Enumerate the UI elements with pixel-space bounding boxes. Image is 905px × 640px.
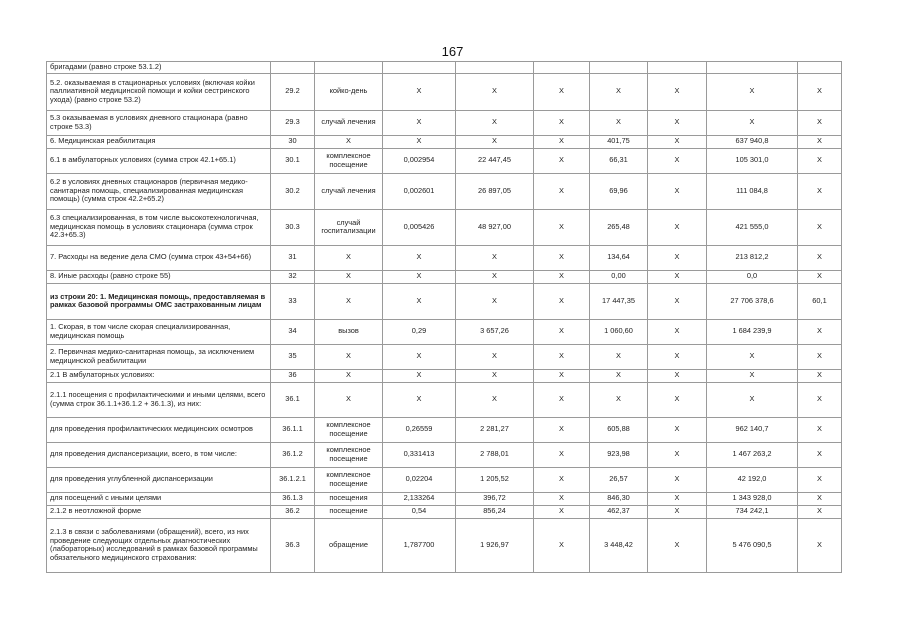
- budget-per-capita-cell: X: [534, 270, 590, 283]
- line-number-cell: 34: [271, 319, 315, 344]
- line-number-cell: 30.2: [271, 173, 315, 209]
- oms-total-cell: X: [707, 73, 798, 110]
- volume-norm-cell: 0,26559: [383, 417, 456, 442]
- line-number-cell: 29.3: [271, 110, 315, 135]
- budget-total-cell: X: [648, 344, 707, 369]
- budget-total-cell: X: [648, 209, 707, 245]
- oms-per-capita-cell: 17 447,35: [590, 283, 648, 319]
- volume-norm-cell: X: [383, 382, 456, 417]
- oms-total-cell: X: [707, 110, 798, 135]
- row-name-cell: 5.2. оказываемая в стационарных условиях (включая койки паллиативной медицинской помощи и койки сестринского ухода) (равно строке 53.2): [47, 73, 271, 110]
- row-name-cell: для проведения диспансеризации, всего, в том числе:: [47, 442, 271, 467]
- oms-total-cell: X: [707, 344, 798, 369]
- percent-cell: X: [798, 492, 842, 505]
- percent-cell: X: [798, 417, 842, 442]
- unit-cell: койко-день: [315, 73, 383, 110]
- line-number-cell: 36.1: [271, 382, 315, 417]
- percent-cell: X: [798, 518, 842, 572]
- volume-norm-cell: 0,54: [383, 505, 456, 518]
- line-number-cell: 33: [271, 283, 315, 319]
- oms-total-cell: 1 684 239,9: [707, 319, 798, 344]
- oms-total-cell: [707, 62, 798, 74]
- oms-total-cell: X: [707, 382, 798, 417]
- percent-cell: X: [798, 110, 842, 135]
- row-name-cell: для посещений с иными целями: [47, 492, 271, 505]
- row-name-cell: для проведения профилактических медицинских осмотров: [47, 417, 271, 442]
- budget-per-capita-cell: X: [534, 173, 590, 209]
- row-name-cell: бригадами (равно строке 53.1.2): [47, 62, 271, 74]
- table-row: [47, 270, 842, 283]
- budget-total-cell: X: [648, 492, 707, 505]
- budget-total-cell: X: [648, 382, 707, 417]
- oms-per-capita-cell: 134,64: [590, 245, 648, 270]
- budget-total-cell: X: [648, 135, 707, 148]
- table-row: [47, 369, 842, 382]
- table-row: [47, 110, 842, 135]
- table-row: [47, 245, 842, 270]
- volume-norm-cell: 0,002601: [383, 173, 456, 209]
- row-name-cell: 2.1 В амбулаторных условиях:: [47, 369, 271, 382]
- table-row: [47, 73, 842, 110]
- volume-norm-cell: 0,02204: [383, 467, 456, 492]
- oms-per-capita-cell: X: [590, 382, 648, 417]
- budget-per-capita-cell: X: [534, 505, 590, 518]
- budget-per-capita-cell: X: [534, 382, 590, 417]
- budget-total-cell: X: [648, 518, 707, 572]
- oms-per-capita-cell: 0,00: [590, 270, 648, 283]
- line-number-cell: 30: [271, 135, 315, 148]
- budget-per-capita-cell: X: [534, 518, 590, 572]
- volume-norm-cell: X: [383, 73, 456, 110]
- table-row: [47, 382, 842, 417]
- oms-per-capita-cell: 605,88: [590, 417, 648, 442]
- row-name-cell: 2. Первичная медико-санитарная помощь, за исключением медицинской реабилитации: [47, 344, 271, 369]
- line-number-cell: 30.3: [271, 209, 315, 245]
- oms-total-cell: 637 940,8: [707, 135, 798, 148]
- volume-norm-cell: 0,29: [383, 319, 456, 344]
- oms-per-capita-cell: X: [590, 369, 648, 382]
- budget-per-capita-cell: X: [534, 245, 590, 270]
- volume-norm-cell: X: [383, 283, 456, 319]
- row-name-cell: 6.2 в условиях дневных стационаров (первичная медико-санитарная помощь, специализированная медицинская помощь) (сумма строк 42.2+65.2): [47, 173, 271, 209]
- volume-norm-cell: X: [383, 270, 456, 283]
- cost-norm-cell: X: [456, 135, 534, 148]
- budget-total-cell: [648, 62, 707, 74]
- cost-norm-cell: 26 897,05: [456, 173, 534, 209]
- oms-per-capita-cell: 401,75: [590, 135, 648, 148]
- unit-cell: случай лечения: [315, 110, 383, 135]
- percent-cell: X: [798, 245, 842, 270]
- budget-total-cell: X: [648, 319, 707, 344]
- percent-cell: X: [798, 173, 842, 209]
- line-number-cell: 36: [271, 369, 315, 382]
- unit-cell: случай госпитализации: [315, 209, 383, 245]
- oms-per-capita-cell: 1 060,60: [590, 319, 648, 344]
- oms-total-cell: 111 084,8: [707, 173, 798, 209]
- percent-cell: [798, 62, 842, 74]
- unit-cell: X: [315, 270, 383, 283]
- budget-per-capita-cell: X: [534, 135, 590, 148]
- row-name-cell: 6.1 в амбулаторных условиях (сумма строк 42.1+65.1): [47, 148, 271, 173]
- table-row: [47, 62, 842, 74]
- table-row: [47, 505, 842, 518]
- oms-total-cell: 1 343 928,0: [707, 492, 798, 505]
- row-name-cell: 6. Медицинская реабилитация: [47, 135, 271, 148]
- oms-total-cell: 1 467 263,2: [707, 442, 798, 467]
- line-number-cell: 31: [271, 245, 315, 270]
- row-name-cell: 5.3 оказываемая в условиях дневного стационара (равно строке 53.3): [47, 110, 271, 135]
- budget-per-capita-cell: X: [534, 467, 590, 492]
- line-number-cell: 35: [271, 344, 315, 369]
- row-name-cell: из строки 20: 1. Медицинская помощь, предоставляемая в рамках базовой программы ОМС застрахованным лицам: [47, 283, 271, 319]
- unit-cell: комплексное посещение: [315, 442, 383, 467]
- oms-per-capita-cell: 923,98: [590, 442, 648, 467]
- volume-norm-cell: X: [383, 135, 456, 148]
- volume-norm-cell: 1,787700: [383, 518, 456, 572]
- percent-cell: X: [798, 442, 842, 467]
- table-row: [47, 135, 842, 148]
- unit-cell: комплексное посещение: [315, 417, 383, 442]
- table-row: [47, 209, 842, 245]
- budget-per-capita-cell: X: [534, 110, 590, 135]
- cost-norm-cell: 1 205,52: [456, 467, 534, 492]
- unit-cell: X: [315, 344, 383, 369]
- cost-norm-cell: 22 447,45: [456, 148, 534, 173]
- oms-total-cell: X: [707, 369, 798, 382]
- budget-total-cell: X: [648, 283, 707, 319]
- row-name-cell: для проведения углубленной диспансеризации: [47, 467, 271, 492]
- budget-per-capita-cell: X: [534, 73, 590, 110]
- unit-cell: обращение: [315, 518, 383, 572]
- row-name-cell: 2.1.3 в связи с заболеваниями (обращений), всего, из них проведение следующих отдельных диагностических (лабораторных) исследований в рамках базовой программы обязательного медицинского страхования:: [47, 518, 271, 572]
- line-number-cell: 36.1.3: [271, 492, 315, 505]
- percent-cell: X: [798, 148, 842, 173]
- table-row: [47, 344, 842, 369]
- budget-total-cell: X: [648, 417, 707, 442]
- line-number-cell: 36.1.2.1: [271, 467, 315, 492]
- unit-cell: комплексное посещение: [315, 467, 383, 492]
- budget-per-capita-cell: X: [534, 209, 590, 245]
- budget-per-capita-cell: X: [534, 369, 590, 382]
- budget-total-cell: X: [648, 270, 707, 283]
- oms-per-capita-cell: 846,30: [590, 492, 648, 505]
- cost-norm-cell: 1 926,97: [456, 518, 534, 572]
- percent-cell: X: [798, 467, 842, 492]
- row-name-cell: 8. Иные расходы (равно строке 55): [47, 270, 271, 283]
- unit-cell: посещения: [315, 492, 383, 505]
- cost-norm-cell: 856,24: [456, 505, 534, 518]
- budget-total-cell: X: [648, 73, 707, 110]
- table-row: [47, 492, 842, 505]
- cost-norm-cell: X: [456, 382, 534, 417]
- budget-total-cell: X: [648, 110, 707, 135]
- percent-cell: X: [798, 73, 842, 110]
- cost-norm-cell: X: [456, 270, 534, 283]
- unit-cell: вызов: [315, 319, 383, 344]
- oms-total-cell: 27 706 378,6: [707, 283, 798, 319]
- oms-total-cell: 105 301,0: [707, 148, 798, 173]
- percent-cell: X: [798, 270, 842, 283]
- row-name-cell: 6.3 специализированная, в том числе высокотехнологичная, медицинская помощь в условиях стационара (сумма строк 42.3+65.3): [47, 209, 271, 245]
- budget-total-cell: X: [648, 173, 707, 209]
- oms-per-capita-cell: 66,31: [590, 148, 648, 173]
- oms-total-cell: 0,0: [707, 270, 798, 283]
- row-name-cell: 2.1.2 в неотложной форме: [47, 505, 271, 518]
- table-row: [47, 283, 842, 319]
- table-row: [47, 148, 842, 173]
- unit-cell: X: [315, 369, 383, 382]
- budget-total-cell: X: [648, 442, 707, 467]
- oms-total-cell: 421 555,0: [707, 209, 798, 245]
- page-number: 167: [441, 44, 464, 59]
- volume-norm-cell: X: [383, 369, 456, 382]
- table-row: [47, 467, 842, 492]
- budget-total-cell: X: [648, 505, 707, 518]
- unit-cell: случай лечения: [315, 173, 383, 209]
- cost-norm-cell: X: [456, 110, 534, 135]
- budget-total-cell: X: [648, 369, 707, 382]
- table-row: [47, 319, 842, 344]
- row-name-cell: 7. Расходы на ведение дела СМО (сумма строк 43+54+66): [47, 245, 271, 270]
- unit-cell: [315, 62, 383, 74]
- percent-cell: X: [798, 319, 842, 344]
- oms-per-capita-cell: X: [590, 110, 648, 135]
- oms-per-capita-cell: 462,37: [590, 505, 648, 518]
- unit-cell: X: [315, 382, 383, 417]
- volume-norm-cell: X: [383, 344, 456, 369]
- cost-norm-cell: X: [456, 73, 534, 110]
- table-row: [47, 417, 842, 442]
- cost-norm-cell: X: [456, 283, 534, 319]
- volume-norm-cell: 0,331413: [383, 442, 456, 467]
- cost-norm-cell: 3 657,26: [456, 319, 534, 344]
- oms-total-cell: 962 140,7: [707, 417, 798, 442]
- line-number-cell: 36.1.1: [271, 417, 315, 442]
- budget-per-capita-cell: X: [534, 319, 590, 344]
- cost-norm-cell: 2 788,01: [456, 442, 534, 467]
- row-name-cell: 1. Скорая, в том числе скорая специализированная, медицинская помощь: [47, 319, 271, 344]
- line-number-cell: 32: [271, 270, 315, 283]
- line-number-cell: 36.2: [271, 505, 315, 518]
- unit-cell: X: [315, 245, 383, 270]
- oms-per-capita-cell: 3 448,42: [590, 518, 648, 572]
- oms-total-cell: 213 812,2: [707, 245, 798, 270]
- table-row: [47, 442, 842, 467]
- cost-norm-cell: [456, 62, 534, 74]
- percent-cell: X: [798, 344, 842, 369]
- budget-total-cell: X: [648, 467, 707, 492]
- oms-total-cell: 42 192,0: [707, 467, 798, 492]
- percent-cell: X: [798, 382, 842, 417]
- oms-per-capita-cell: X: [590, 344, 648, 369]
- budget-per-capita-cell: X: [534, 417, 590, 442]
- budget-per-capita-cell: X: [534, 492, 590, 505]
- cost-norm-cell: 48 927,00: [456, 209, 534, 245]
- percent-cell: X: [798, 135, 842, 148]
- oms-per-capita-cell: 26,57: [590, 467, 648, 492]
- budget-per-capita-cell: X: [534, 283, 590, 319]
- percent-cell: X: [798, 505, 842, 518]
- unit-cell: X: [315, 135, 383, 148]
- oms-per-capita-cell: X: [590, 73, 648, 110]
- cost-norm-cell: 396,72: [456, 492, 534, 505]
- volume-norm-cell: [383, 62, 456, 74]
- budget-total-cell: X: [648, 148, 707, 173]
- oms-total-cell: 734 242,1: [707, 505, 798, 518]
- row-name-cell: 2.1.1 посещения с профилактическими и иными целями, всего (сумма строк 36.1.1+36.1.2 + 36.1.3), из них:: [47, 382, 271, 417]
- volume-norm-cell: 0,002954: [383, 148, 456, 173]
- table-row: [47, 173, 842, 209]
- budget-per-capita-cell: X: [534, 442, 590, 467]
- unit-cell: комплексное посещение: [315, 148, 383, 173]
- line-number-cell: 29.2: [271, 73, 315, 110]
- line-number-cell: 36.1.2: [271, 442, 315, 467]
- unit-cell: X: [315, 283, 383, 319]
- volume-norm-cell: X: [383, 245, 456, 270]
- oms-per-capita-cell: [590, 62, 648, 74]
- percent-cell: 60,1: [798, 283, 842, 319]
- budget-total-cell: X: [648, 245, 707, 270]
- line-number-cell: 36.3: [271, 518, 315, 572]
- budget-per-capita-cell: X: [534, 344, 590, 369]
- percent-cell: X: [798, 209, 842, 245]
- financing-table: [46, 61, 842, 573]
- cost-norm-cell: 2 281,27: [456, 417, 534, 442]
- line-number-cell: [271, 62, 315, 74]
- budget-per-capita-cell: [534, 62, 590, 74]
- cost-norm-cell: X: [456, 344, 534, 369]
- budget-per-capita-cell: X: [534, 148, 590, 173]
- unit-cell: посещение: [315, 505, 383, 518]
- volume-norm-cell: X: [383, 110, 456, 135]
- cost-norm-cell: X: [456, 245, 534, 270]
- volume-norm-cell: 2,133264: [383, 492, 456, 505]
- cost-norm-cell: X: [456, 369, 534, 382]
- table-row: [47, 518, 842, 572]
- oms-per-capita-cell: 265,48: [590, 209, 648, 245]
- volume-norm-cell: 0,005426: [383, 209, 456, 245]
- line-number-cell: 30.1: [271, 148, 315, 173]
- oms-total-cell: 5 476 090,5: [707, 518, 798, 572]
- percent-cell: X: [798, 369, 842, 382]
- oms-per-capita-cell: 69,96: [590, 173, 648, 209]
